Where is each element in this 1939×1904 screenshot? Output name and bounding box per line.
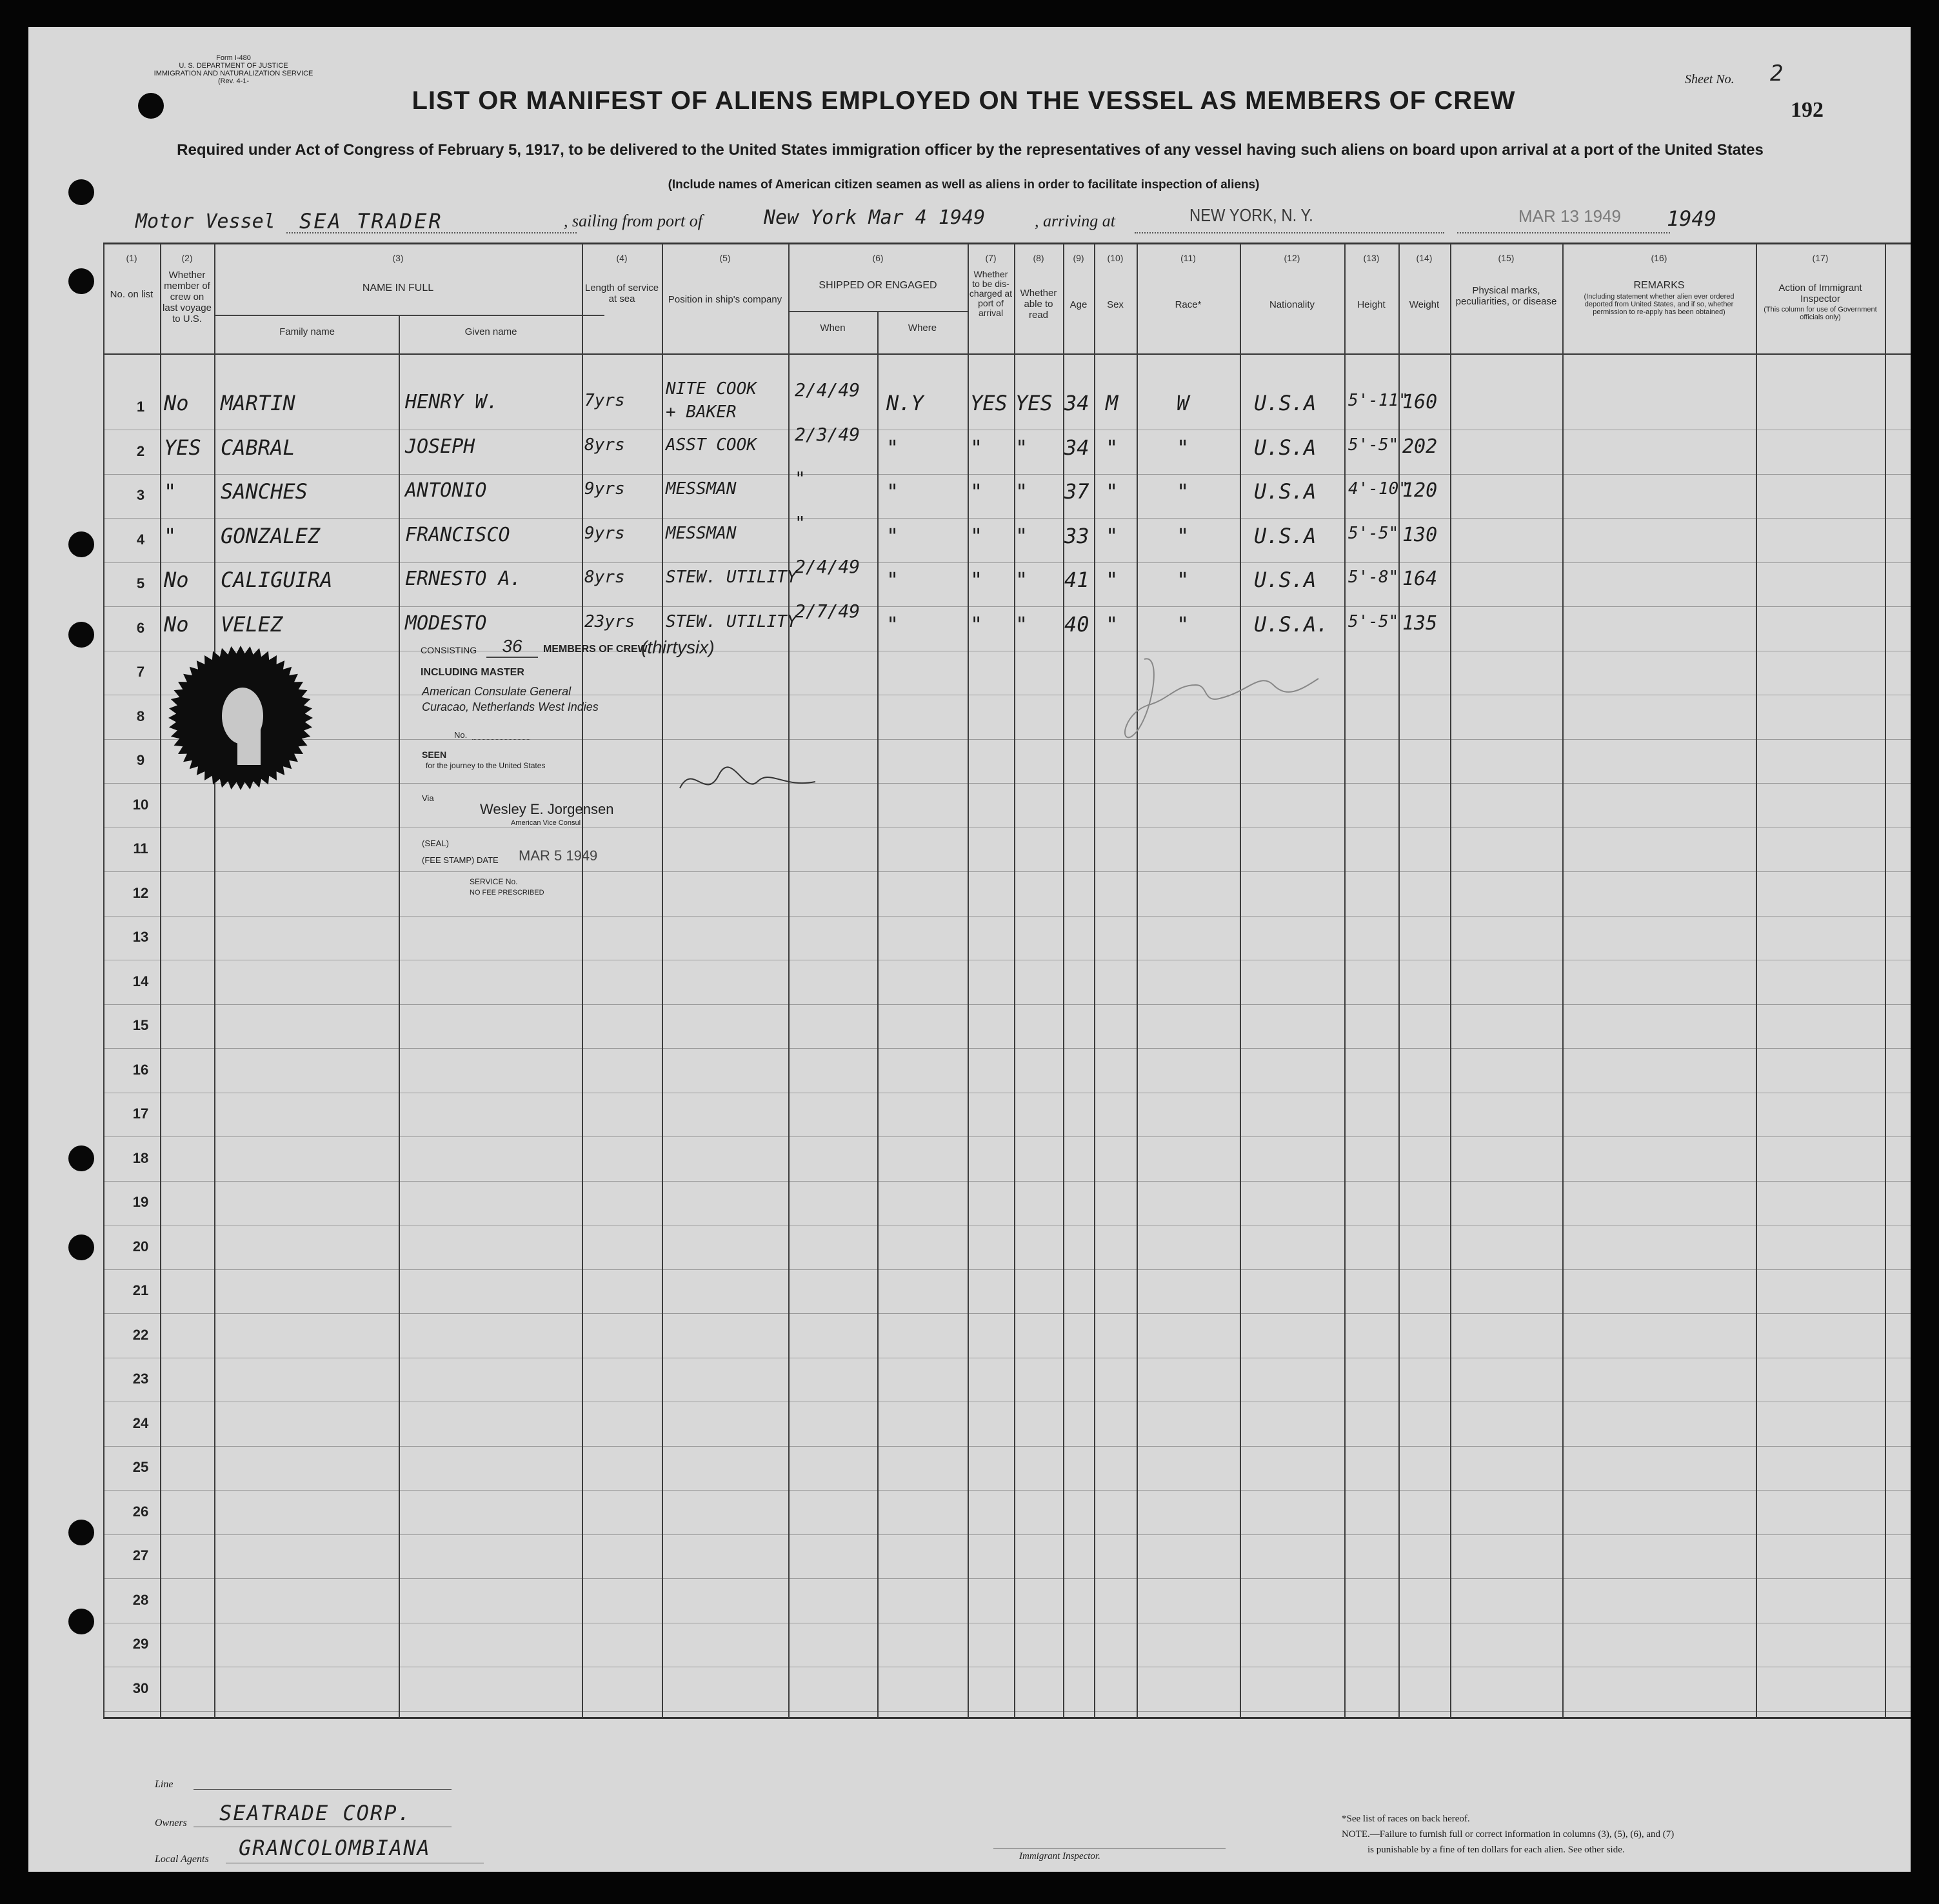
col-num-8: (8)	[1033, 253, 1044, 263]
shipped-where-cell: "	[886, 435, 899, 460]
col-num-14: (14)	[1416, 253, 1433, 263]
line-number: 2	[136, 443, 145, 459]
shipped-where-cell: "	[886, 568, 899, 592]
shipped-where-cell: "	[886, 524, 899, 548]
line-number: 10	[132, 797, 149, 813]
line-number: 15	[132, 1017, 149, 1033]
column-divider	[582, 244, 583, 1718]
nationality-cell: U.S.A	[1254, 479, 1317, 504]
punch-hole	[68, 1520, 94, 1545]
service-cell: 8yrs	[584, 568, 625, 587]
shipped-when-cell: 2/4/49	[795, 379, 860, 401]
given-name-cell: ERNESTO A.	[405, 568, 522, 590]
race-cell: "	[1177, 479, 1189, 504]
family-name-cell: SANCHES	[221, 479, 308, 504]
column-divider	[788, 244, 790, 1718]
header-physical-marks: Physical marks, peculiarities, or disease	[1455, 285, 1557, 307]
arrival-date-stamp: MAR 13 1949	[1518, 206, 1621, 226]
race-cell: "	[1177, 568, 1189, 592]
subtitle-note: (Include names of American citizen seamen as well as aliens in order to facilitate inspection of aliens)	[668, 178, 1260, 192]
discharged-cell: "	[970, 479, 983, 504]
last-voyage-cell: No	[164, 568, 189, 592]
column-divider	[1094, 244, 1095, 1718]
discharged-cell: "	[970, 612, 983, 637]
age-cell: 33	[1064, 524, 1089, 548]
sheet-label: Sheet No.	[1685, 72, 1735, 86]
shipped-when-cell: 2/4/49	[795, 556, 860, 577]
line-number: 23	[132, 1371, 149, 1387]
arrival-date-underline	[1457, 232, 1670, 233]
column-divider	[1137, 244, 1138, 1718]
col-num-13: (13)	[1363, 253, 1380, 263]
revision: (Rev. 4-1-	[217, 77, 250, 85]
line-number: 21	[132, 1282, 149, 1298]
given-name-cell: HENRY W.	[405, 391, 499, 413]
shipped-when-cell: 2/3/49	[795, 424, 860, 445]
service-cell: 9yrs	[584, 524, 625, 543]
row-rule	[103, 1578, 1911, 1579]
nationality-cell: U.S.A	[1254, 391, 1317, 415]
stamp-place: Curacao, Netherlands West Indies	[422, 700, 599, 713]
line-number: 26	[132, 1503, 149, 1520]
stamp-fee: (FEE STAMP) DATE	[422, 855, 499, 865]
position-cell-line2: + BAKER	[666, 402, 737, 422]
footer	[103, 1720, 1911, 1872]
stamp-consisting: CONSISTING	[421, 645, 477, 655]
line-number: 22	[132, 1327, 149, 1343]
col-num-9: (9)	[1073, 253, 1084, 263]
column-divider	[662, 244, 663, 1718]
column-divider	[1756, 244, 1757, 1718]
fine-note: NOTE.—Failure to furnish full or correct information in columns (3), (5), (6), and (7)	[1342, 1829, 1675, 1840]
race-cell: "	[1177, 612, 1189, 637]
row-rule	[103, 1313, 1911, 1314]
line-number: 5	[136, 575, 145, 591]
row-rule	[103, 916, 1911, 917]
column-divider	[1398, 244, 1400, 1718]
row-rule	[103, 1181, 1911, 1182]
line-number: 16	[132, 1062, 149, 1078]
owners-label: Owners	[155, 1818, 187, 1829]
height-cell: 5'-5"	[1348, 435, 1399, 455]
age-cell: 34	[1064, 435, 1089, 460]
given-name-cell: ANTONIO	[405, 479, 487, 502]
header-shipped-engaged: SHIPPED OR ENGAGED	[819, 280, 937, 291]
sex-cell: "	[1106, 612, 1119, 637]
table-top-border	[103, 243, 1911, 244]
header-name-in-full: NAME IN FULL	[362, 283, 434, 293]
able-to-read-cell: "	[1015, 479, 1028, 504]
name-subheader-line	[215, 315, 604, 316]
line-number: 6	[136, 620, 145, 636]
owners: SEATRADE CORP.	[219, 1801, 412, 1825]
line-number: 3	[136, 487, 145, 503]
column-divider	[1885, 244, 1886, 1718]
nationality-cell: U.S.A	[1254, 524, 1317, 548]
col-num-7: (7)	[985, 253, 997, 263]
col-num-17: (17)	[1812, 253, 1829, 263]
discharged-cell: YES	[970, 391, 1008, 415]
row-rule	[103, 518, 1911, 519]
row-rule	[103, 1048, 1911, 1049]
department: U. S. DEPARTMENT OF JUSTICE	[179, 62, 288, 70]
service-cell: 9yrs	[584, 479, 625, 499]
row-rule	[103, 1711, 1911, 1712]
sex-cell: "	[1106, 479, 1119, 504]
line-number: 17	[132, 1106, 149, 1122]
header-sex: Sex	[1107, 299, 1124, 310]
age-cell: 34	[1064, 391, 1089, 415]
vessel-name: SEA TRADER	[299, 209, 443, 233]
line-number: 28	[132, 1592, 149, 1608]
able-to-read-cell: "	[1015, 568, 1028, 592]
family-name-cell: MARTIN	[221, 391, 295, 415]
column-divider	[103, 244, 104, 1718]
shipped-where-cell: N.Y	[886, 391, 924, 415]
line-number: 19	[132, 1194, 149, 1210]
last-voyage-cell: YES	[164, 435, 201, 460]
stamp-count-words: (thirtysix)	[641, 637, 715, 657]
arrival-port: NEW YORK, N. Y.	[1189, 205, 1313, 225]
height-cell: 5'-5"	[1348, 612, 1399, 631]
header-length-service: Length of service at sea	[584, 283, 659, 304]
column-divider	[1450, 244, 1451, 1718]
vessel-type: Motor Vessel	[135, 210, 275, 233]
line-number: 14	[132, 973, 149, 989]
port-from: New York Mar 4 1949	[764, 206, 986, 229]
header-height: Height	[1357, 299, 1386, 310]
line-number: 4	[136, 531, 145, 548]
inspector-label: Immigrant Inspector.	[1019, 1851, 1100, 1861]
row-rule	[103, 739, 1911, 740]
last-voyage-cell: "	[164, 524, 177, 548]
header-no-on-list: No. on list	[110, 289, 154, 300]
column-divider	[1063, 244, 1064, 1718]
column-divider	[1014, 244, 1015, 1718]
form-id	[130, 54, 337, 85]
col-num-4: (4)	[616, 253, 628, 263]
row-rule	[103, 1136, 1911, 1137]
stamp-seal: (SEAL)	[422, 838, 449, 848]
last-voyage-cell: No	[164, 391, 189, 415]
sex-cell: "	[1106, 435, 1119, 460]
punch-hole	[68, 268, 94, 294]
weight-cell: 130	[1402, 524, 1438, 546]
agents: GRANCOLOMBIANA	[239, 1836, 431, 1860]
able-to-read-cell: "	[1015, 524, 1028, 548]
consul-signature	[673, 762, 822, 801]
table-bottom-border	[103, 1717, 1911, 1719]
header-bottom-border	[103, 353, 1911, 355]
height-cell: 4'-10"	[1348, 479, 1409, 499]
service-cell: 23yrs	[584, 612, 635, 631]
race-cell: "	[1177, 435, 1189, 460]
col-num-3: (3)	[392, 253, 404, 263]
races-note: *See list of races on back hereof.	[1342, 1814, 1470, 1824]
row-rule	[103, 1490, 1911, 1491]
column-divider	[1562, 244, 1564, 1718]
given-name-cell: JOSEPH	[405, 435, 475, 458]
race-cell: "	[1177, 524, 1189, 548]
height-cell: 5'-8"	[1348, 568, 1399, 587]
weight-cell: 135	[1402, 612, 1438, 635]
position-cell: ASST COOK	[666, 435, 757, 455]
year: 1949	[1667, 206, 1717, 231]
col-num-5: (5)	[719, 253, 731, 263]
family-name-cell: CABRAL	[221, 435, 295, 460]
row-rule	[103, 1534, 1911, 1535]
line-number: 18	[132, 1150, 149, 1166]
header-given-name: Given name	[464, 326, 517, 337]
col-num-15: (15)	[1498, 253, 1515, 263]
page-title: LIST OR MANIFEST OF ALIENS EMPLOYED ON THE VESSEL AS MEMBERS OF CREW	[412, 86, 1516, 115]
header-discharged: Whether to be dis-charged at port of arrival	[969, 269, 1013, 318]
sheet-number: 2	[1770, 61, 1784, 86]
stamp-consul-title: American Vice Consul	[511, 819, 581, 827]
stamp-no-line	[472, 739, 530, 740]
page-number: 192	[1791, 98, 1824, 122]
family-name-cell: CALIGUIRA	[221, 568, 333, 592]
header-race: Race*	[1175, 299, 1202, 310]
nationality-cell: U.S.A	[1254, 568, 1317, 592]
line-number: 8	[136, 708, 145, 724]
line-number: 20	[132, 1238, 149, 1254]
fine-note-2: is punishable by a fine of ten dollars for each alien. See other side.	[1367, 1845, 1625, 1855]
col-num-1: (1)	[126, 253, 137, 263]
weight-cell: 120	[1402, 479, 1438, 502]
line-number: 30	[132, 1680, 149, 1696]
row-rule	[103, 606, 1911, 607]
line-number: 9	[136, 752, 145, 768]
stamp-date: MAR 5 1949	[519, 848, 598, 864]
stamp-office: American Consulate General	[422, 685, 572, 698]
shipped-when-cell: "	[795, 468, 806, 489]
stamp-members-of-crew: MEMBERS OF CREW	[543, 644, 648, 655]
row-rule	[103, 1446, 1911, 1447]
stamp-count: 36	[486, 636, 538, 658]
sex-cell: M	[1106, 391, 1119, 415]
nationality-cell: U.S.A.	[1254, 612, 1329, 637]
stamp-journey: for the journey to the United States	[426, 761, 546, 770]
height-cell: 5'-5"	[1348, 524, 1399, 543]
row-rule	[103, 1004, 1911, 1005]
family-name-cell: VELEZ	[221, 612, 283, 637]
sailing-label: , sailing from port of	[564, 212, 703, 230]
stamp-no-label: No.	[454, 730, 468, 740]
height-cell: 5'-11"	[1348, 391, 1409, 410]
line-number: 25	[132, 1459, 149, 1475]
discharged-cell: "	[970, 524, 983, 548]
header-when: When	[820, 322, 846, 333]
position-cell: STEW. UTILITY	[666, 612, 797, 631]
position-cell: MESSMAN	[666, 524, 737, 543]
shipped-where-cell: "	[886, 479, 899, 504]
able-to-read-cell: "	[1015, 435, 1028, 460]
header-last-voyage: Whether member of crew on last voyage to U.S.	[163, 270, 212, 324]
race-cell: W	[1177, 391, 1189, 415]
column-divider	[1240, 244, 1241, 1718]
last-voyage-cell: No	[164, 612, 189, 637]
service-cell: 8yrs	[584, 435, 625, 455]
weight-cell: 202	[1402, 435, 1438, 458]
last-voyage-cell: "	[164, 479, 177, 504]
header-inspector-note: (This column for use of Government officials only)	[1764, 306, 1877, 321]
stamp-seen: SEEN	[422, 749, 447, 760]
sex-cell: "	[1106, 568, 1119, 592]
punch-hole	[68, 1609, 94, 1634]
age-cell: 37	[1064, 479, 1089, 504]
line-number: 7	[136, 664, 145, 680]
line-label: Line	[155, 1779, 174, 1790]
age-cell: 40	[1064, 612, 1089, 637]
line-underline	[194, 1789, 452, 1790]
shipped-when-cell: "	[795, 512, 806, 533]
given-name-cell: MODESTO	[405, 612, 487, 635]
position-cell: MESSMAN	[666, 479, 737, 499]
stamp-service: SERVICE No.	[470, 877, 518, 886]
column-divider	[214, 244, 215, 1718]
agents-label: Local Agents	[155, 1854, 209, 1865]
shipped-when-cell: 2/7/49	[795, 600, 860, 622]
stamp-including-master: INCLUDING MASTER	[421, 667, 524, 678]
header-family-name: Family name	[279, 326, 335, 337]
column-divider	[399, 316, 400, 1718]
header-weight: Weight	[1409, 299, 1440, 310]
punch-hole	[68, 1145, 94, 1171]
position-cell: NITE COOK	[666, 379, 757, 399]
line-number: 11	[133, 840, 148, 857]
header-age: Age	[1069, 299, 1088, 310]
arriving-label: , arriving at	[1035, 212, 1115, 230]
line-number: 29	[132, 1636, 149, 1652]
row-rule	[103, 871, 1911, 872]
line-number: 27	[132, 1547, 149, 1563]
nationality-cell: U.S.A	[1254, 435, 1317, 460]
col-num-10: (10)	[1107, 253, 1124, 263]
able-to-read-cell: "	[1015, 612, 1028, 637]
inspector-signature	[1106, 646, 1351, 756]
line-number: 24	[132, 1415, 149, 1431]
family-name-cell: GONZALEZ	[221, 524, 321, 548]
row-rule	[103, 1269, 1911, 1270]
col-num-16: (16)	[1651, 253, 1667, 263]
column-divider	[1344, 244, 1346, 1718]
header-nationality: Nationality	[1269, 299, 1315, 310]
col-num-2: (2)	[181, 253, 193, 263]
arrival-port-underline	[1135, 232, 1444, 233]
embossed-seal	[166, 644, 315, 792]
page-subtitle: Required under Act of Congress of February 5, 1917, to be delivered to the United States immigration officer by the representatives of any vessel having such aliens on board upon arrival at a port of the United States	[177, 141, 1764, 159]
voyage-line	[28, 201, 1911, 240]
column-divider	[160, 244, 161, 1718]
header-position: Position in ship's company	[668, 294, 782, 305]
col-num-11: (11)	[1180, 253, 1196, 263]
row-rule	[103, 562, 1911, 563]
service: IMMIGRATION AND NATURALIZATION SERVICE	[154, 70, 313, 77]
stamp-no-fee: NO FEE PRESCRIBED	[470, 889, 544, 897]
line-number: 1	[136, 399, 145, 415]
able-to-read-cell: YES	[1015, 391, 1053, 415]
discharged-cell: "	[970, 435, 983, 460]
punch-hole	[68, 1235, 94, 1260]
col-num-6: (6)	[872, 253, 884, 263]
header-inspector-action: Action of Immigrant Inspector	[1778, 283, 1862, 304]
column-divider	[968, 244, 969, 1718]
header-remarks: REMARKS	[1633, 280, 1685, 291]
line-number: 13	[132, 929, 149, 945]
row-rule	[103, 474, 1911, 475]
shipped-where-cell: "	[886, 612, 899, 637]
stamp-via: Via	[422, 793, 434, 803]
weight-cell: 164	[1402, 568, 1438, 590]
punch-hole	[68, 622, 94, 648]
age-cell: 41	[1064, 568, 1089, 592]
col-num-12: (12)	[1284, 253, 1300, 263]
line-number: 12	[132, 885, 149, 901]
service-cell: 7yrs	[584, 391, 625, 410]
position-cell: STEW. UTILITY	[666, 568, 797, 587]
row-rule	[103, 783, 1911, 784]
given-name-cell: FRANCISCO	[405, 524, 510, 546]
weight-cell: 160	[1402, 391, 1438, 413]
sex-cell: "	[1106, 524, 1119, 548]
form-number: Form I-480	[216, 54, 251, 62]
manifest-sheet	[28, 27, 1911, 1872]
discharged-cell: "	[970, 568, 983, 592]
punch-hole	[68, 531, 94, 557]
column-divider	[877, 312, 879, 1718]
header-able-to-read: Whether able to read	[1020, 288, 1057, 321]
header-remarks-note: (Including statement whether alien ever ordered deported from United States, and if so, whether permission to re-apply has been obtained)	[1584, 293, 1735, 316]
header-where: Where	[908, 322, 937, 333]
stamp-consul-name: Wesley E. Jorgensen	[480, 801, 614, 817]
